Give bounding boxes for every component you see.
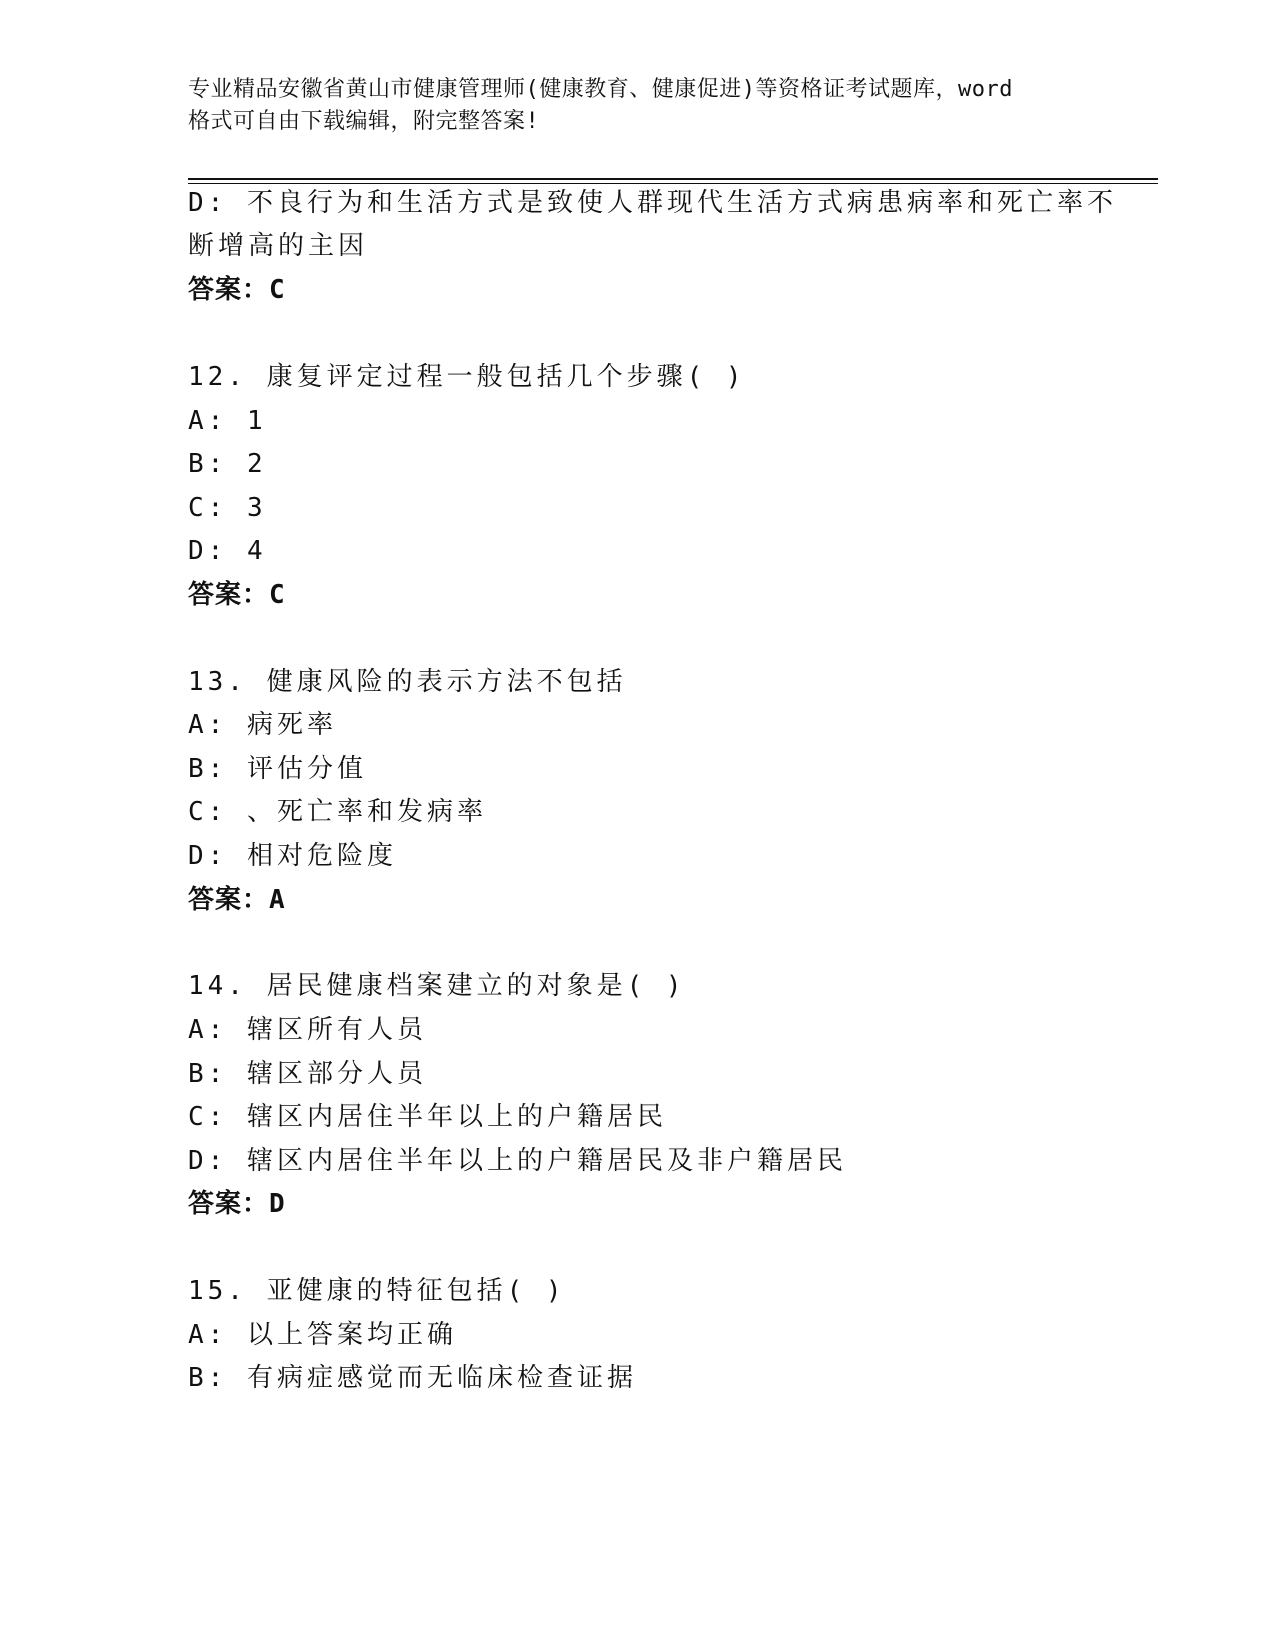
answer-label: 答案：D: [188, 1189, 286, 1219]
option-c: C: 、死亡率和发病率: [188, 797, 487, 827]
option-d-line-2: 断增高的主因: [188, 231, 369, 261]
option-d: D: 相对危险度: [188, 841, 397, 871]
answer-label: 答案：C: [188, 275, 286, 305]
option-b: B: 2: [188, 449, 267, 479]
option-b: B: 有病症感觉而无临床检查证据: [188, 1363, 637, 1393]
option-c: C: 3: [188, 493, 267, 523]
question-stem: 13. 健康风险的表示方法不包括: [188, 667, 627, 697]
option-c: C: 辖区内居住半年以上的户籍居民: [188, 1102, 667, 1132]
option-b: B: 辖区部分人员: [188, 1059, 427, 1089]
option-a: A: 1: [188, 406, 267, 436]
option-d: D: 4: [188, 536, 267, 566]
option-a: A: 以上答案均正确: [188, 1320, 457, 1350]
question-stem: 14. 居民健康档案建立的对象是( ): [188, 971, 686, 1001]
answer-label: 答案：A: [188, 885, 286, 915]
option-a: A: 病死率: [188, 710, 337, 740]
page-header: [188, 74, 1088, 138]
option-d: D: 辖区内居住半年以上的户籍居民及非户籍居民: [188, 1146, 847, 1176]
header-divider-thin: [188, 183, 1158, 184]
header-line-2: 格式可自由下载编辑，附完整答案!: [188, 109, 540, 134]
question-stem: 15. 亚健康的特征包括( ): [188, 1276, 566, 1306]
header-divider-thick: [188, 178, 1158, 180]
question-stem: 12. 康复评定过程一般包括几个步骤( ): [188, 362, 746, 392]
option-a: A: 辖区所有人员: [188, 1015, 427, 1045]
answer-label: 答案：C: [188, 580, 286, 610]
header-line-1: 专业精品安徽省黄山市健康管理师(健康教育、健康促进)等资格证考试题库，word: [188, 77, 1013, 102]
option-b: B: 评估分值: [188, 754, 367, 784]
option-d-line-1: D: 不良行为和生活方式是致使人群现代生活方式病患病率和死亡率不: [188, 188, 1117, 218]
